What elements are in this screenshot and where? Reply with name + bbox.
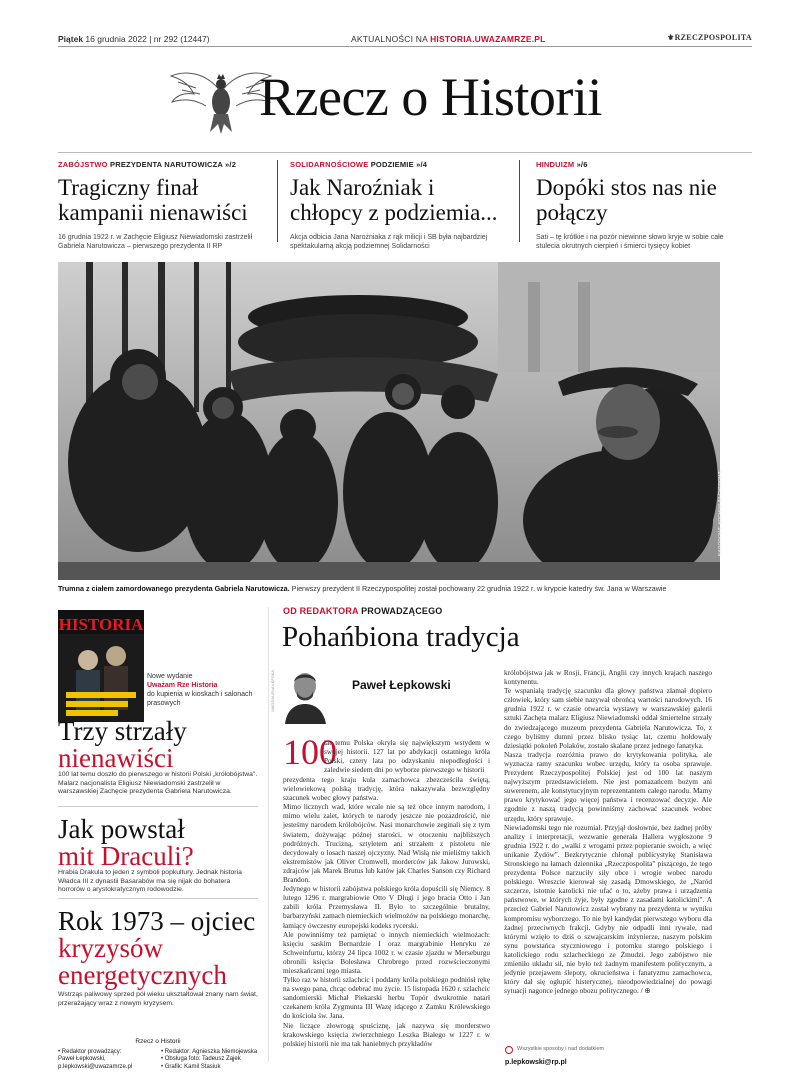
left-story-headline[interactable]: Rok 1973 – ojciec kryzysów energetycznych [58, 906, 256, 990]
teaser-headline: Jak Naroźniak i chłopcy z podziemia... [290, 175, 498, 225]
teaser-headline: Dopóki stos nas nie połączy [536, 175, 717, 225]
author-photo-credit: MAGDALENA ŁĘPSKA [270, 670, 275, 712]
editorial-kicker: OD REDAKTORA PROWADZĄCEGO [283, 606, 443, 616]
editorial-body-intro: lat temu Polska okryła się największym wstydem w swojej historii. 127 lat po abdykacji ostatniego króla Polski, cztery lata po odzyskaniu niepodległości i zaledwie siedem dni po wyborze pierwszego w historii [324, 738, 490, 775]
teaser-dek: Akcja odbicia Jana Narożniaka z rąk milicji i SB była najbardziej spektakularną akcją podziemnej Solidarności [290, 234, 488, 250]
column-rule [268, 607, 269, 1062]
signoff: / ⊕ [640, 986, 651, 996]
author-photo [283, 664, 328, 724]
editorial-body-column-2: królobójstwa jak w Rosji, Francji, Anglii czy innych krajach naszego kontynentu. Te wspaniałą tradycję szacunku dla głowy państwa złamał dopiero człowiek, który sam siebie nazywał obrońcą wartości narodowych. 16 grudnia 1922 r. w czasie otwarcia wystawy w warszawskiej galerii sztuki Zachęta malarz Eligiusz Niewiadomski oddał śmiertelne strzały do zwiedzającego muzeum prezydenta Gabriela Narutowicza. To, z czego byliśmy dumni przez blisko tysiąc lat, czemu hołdowały dziesiątki pokoleń Polaków, zostało skalane przez jednego fanatyka. Nasza tradycja rozróżnia prawo do krytykowania polityka, ale wyznacza ramy szacunku wobec urzędu, który ta osoba sprawuje. Prezydent Rzeczypospolitej Polskiej jest od 100 lat naszym najwyższym przedstawicielem. Nie jest pomazańcem bożym ani suwerenem, ale konstytucyjnym reprezentantem całego narodu. Mamy prawo krytykować jego więcej państwa i recenzować decyzje. Ale zgodnie z naszą tradycją powinniśmy zachować szacunek wobec urzędu, który sprawuje. Niewiadomski tego nie rozumiał. Przyjął dosłownie, bez żadnej próby analizy i interpretacji, wezwanie generała Hallera wygłoszone 9 grudnia 1922 r. do „walki z wrogami przez popieranie swoich, a więc unikanie Żydów". Bezkrytycznie chłonął publicystykę Stanisława Stronskiego na łamach dziennika „Rzeczpospolita" piszącego, że tego prezydenta Polsce narzuciły siły obce i wrogie wobec narodu polskiego. Wreszcie kierował się zasadą Dmowskiego, że „Naród szczerze, istotnie katolicki nie ufać o to, ażeby prawa i urządzenia państwowe, w których żyje, były zgodne z zasadami katolickimi". A przecież Gabriel Narutowicz został wybrany na prezydenta w wyniku kompromisu wyborczego. To nie był kandydat pierwszego wyboru dla żadnej przeciwnych frakcji. Gdyby nie odpadli inni rywale, nad którymi wzięło to dziś o szwajcarskim inżynierze, naszym polskim synu powstańca styczniowego i potomku starego polskiego i katolickiego rodu szlacheckiego ze Żmudzi. Jego zabójstwo nie zmieniło układu sił, nie było też żadnym manifestem politycznym, a jedynie przejawem ślepoty, okrucieństwa i fanatyzmu zamachowca, który dał się ogłupić histerycznej, nieodpowiedzialnej do powagi sytuacji nagonce jednego obozu politycznego. / ⊕ [504, 668, 712, 996]
left-rule [58, 806, 258, 807]
teaser-narozniak[interactable] [290, 160, 500, 251]
teaser-kicker: SOLIDARNOŚCIOWE PODZIEMIE »/4 [290, 160, 428, 169]
teaser-divider [277, 160, 278, 242]
credits-email-link[interactable]: p.lepkowski@uwazamrze.pl [58, 1063, 133, 1070]
teaser-divider [519, 160, 520, 242]
footer-note: Wszystkie sposoby i nad dodatkiem [517, 1046, 605, 1052]
editorial-credits: Rzecz o Historii • Redaktor prowadzący: Paweł Łepkowski, p.lepkowski@uwazamrze.pl • Redaktor: Agnieszka Niemojewska • Obsługa foto: Tadeusz Ząjek • Grafik: Kamil Stasiuk [58, 1038, 258, 1070]
masthead-rule [58, 152, 752, 153]
cover-title: HISTORIA [58, 615, 144, 634]
left-story-headline[interactable]: Jak powstał mit Draculi? [58, 814, 194, 871]
teaser-headline: Tragiczny finał kampanii nienawiści [58, 175, 248, 225]
left-rule [58, 898, 258, 899]
author-name: Paweł Łepkowski [352, 678, 451, 692]
teaser-kicker: HINDUIZM »/6 [536, 160, 588, 169]
teaser-narutowicz[interactable] [58, 160, 268, 251]
teaser-hinduizm[interactable] [536, 160, 746, 251]
left-story-dek: Hrabia Drakula to jeden z symboli popkultury. Jednak historia Władca III z dynastii Basarabów ma się nijak do bohatera horrorów o arystokratycznym rodowodzie. [58, 869, 242, 893]
promo-text: Nowe wydanie Uważam Rze Historia do kupienia w kioskach i salonach prasowych [147, 673, 253, 707]
magazine-cover-image[interactable] [58, 610, 144, 722]
drop-cap: 100 [283, 732, 337, 772]
rzeczpospolita-logo: ⚜RZECZPOSPOLITA [667, 33, 752, 42]
left-story-dek: 100 lat temu doszło do pierwszego w historii Polski „królobójstwa". Malarz nacjonalista Eligiusz Niewiadomski zastrzelił w warszawskiej Zachęcie prezydenta Gabriela Narutowicza. [58, 771, 258, 795]
teaser-dek: 16 grudnia 1922 r. w Zachęcie Eligiusz Niewiadomski zastrzelił Gabriela Narutowicza – pierwszego prezydenta II RP [58, 234, 253, 250]
masthead-title: Rzecz o Historii [259, 67, 602, 127]
author-email-link[interactable]: p.lepkowski@rp.pl [505, 1059, 567, 1066]
teaser-kicker: ZABÓJSTWO PREZYDENTA NARUTOWICZA »/2 [58, 160, 237, 169]
editorial-title: Pohańbiona tradycja [282, 621, 520, 653]
left-story-headline[interactable]: Trzy strzały nienawiści [58, 716, 187, 773]
issue-date: Piątek 16 grudnia 2022 | nr 292 (12447) [58, 34, 210, 44]
promo-brand: Uważam Rze Historia [147, 682, 218, 689]
editorial-body-column-1: prezydenta tego kraju kula zamachowca zbezcześciła świętą, wielowiekową polską tradycję, która nakazywała bezwzględny szacunek wobec głowy państwa. Mimo licznych wad, które wcale nie są też obce innym narodom, i mimo wielu zalet, których te narody jeszcze nie pozazdrościć, nie jesteśmy narodem królobójców. Nasi monarchowie zeginali się z tym światem, dożywając późnej starości, w otoczeniu najbliższych podróżnych. Trucizną, sztyletem ani strzałem z pistoletu nie decydowały o losach naszej ojczyzny. Nad Wisłą nie mieliśmy takich ekstremistów jak Oliver Cromwell, morderców jak Jakow Jurowski, zdrajców jak Marek Brutus lub katów jak Charles Sanson czy Richard Brandon. Jedynego w historii zabójstwa polskiego króla dopuścili się Niemcy. 8 lutego 1296 r. margrabiowie Otto V Długi i jego bracia Otto i Jan zabili króla Przemysława II. Było to szczególnie brutalny, barbarzyński zamach niemieckich wielmożów na polskiego monarchę, łamiący ówczesny europejski kodeks rycerski. Ale powinniśmy też pamiętać o innych niemieckich wielmożach: księciu saskim Bernardzie I oraz margrabinie Henryku ze Schweinfurtu, którzy 24 lipca 1002 r. w czasie zjazdu w Merseburgu obronili księcia Bolesława Chrobrego przed rozwścieczonymi mieszkańcami tego miasta. Tylko raz w historii szlachcic i poddany króla polskiego podniósł rękę na swego pana, chcąc odebrać mu życie. 15 listopada 1620 r. szlachcic sandomierski Michał Piekarski herbu Topór dwukrotnie natarł czekanem króla Zygmunta III Wazę idącego z Zamku Królewskiego do kościoła św. Jana. Nie liczące złowrogą spuściznę, jak nazywa się morderstwo krakowskiego księcia zwierzchniego Leszka Białego w 1227 r. w polskiej historii nie ma tak haniebnych przykładów [283, 775, 490, 1048]
teaser-dek: Sati – tę krótkie i na pozór niewinne słowo kryje w sobie całe stulecia okrutnych cierpień i śmierci tysięcy kobiet [536, 234, 724, 250]
photo-caption: Trumna z ciałem zamordowanego prezydenta Gabriela Narutowicza. Pierwszy prezydent II Rzeczypospolitej został pochowany 22 grudnia 1922 r. w krypcie katedry św. Jana w Warszawie [58, 584, 667, 593]
top-rule [58, 46, 752, 47]
news-url-link[interactable]: HISTORIA.UWAZAMRZE.PL [430, 34, 546, 44]
at-sign-icon [505, 1046, 513, 1054]
left-story-dek: Wstrząs paliwowy sprzed pół wieku ukształtował znany nam świat, przerażający wraz z nowym kryzysem. [58, 991, 258, 1007]
photo-credit: NARODOWE ARCHIWUM CYFROWE [718, 470, 724, 557]
news-link-line: AKTUALNOŚCI NA HISTORIA.UWAZAMRZE.PL [351, 34, 546, 44]
funeral-photo [58, 262, 720, 580]
